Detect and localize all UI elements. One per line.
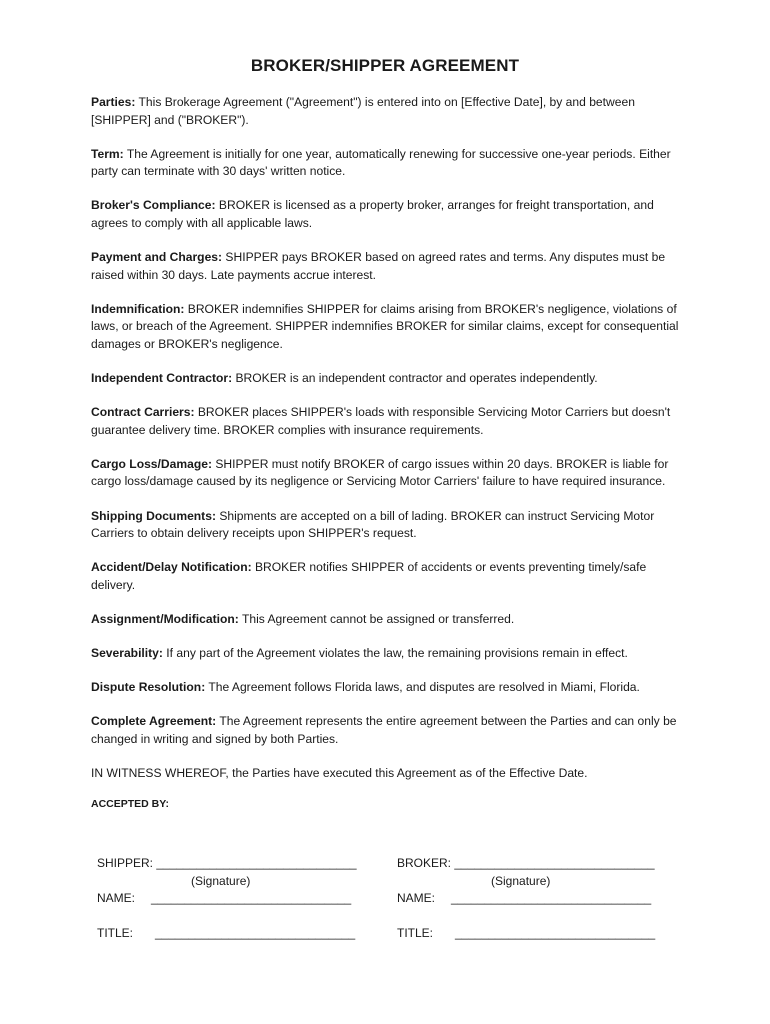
section-parties — [91, 94, 691, 129]
section-shipping-documents — [91, 508, 691, 543]
shipper-name-line[interactable]: ______________________________ — [151, 891, 352, 905]
section-text: If any part of the Agreement violates the law, the remaining provisions remain in effect. — [162, 645, 628, 660]
section-dispute-resolution — [91, 679, 691, 697]
section-text: BROKER is an independent contractor and operates independently. — [232, 371, 598, 386]
section-text: The Agreement represents the entire agreement between the Parties and can only be changed in writing and signed by both Parties. — [91, 714, 677, 746]
section-label: Term: — [91, 146, 124, 161]
section-label: Dispute Resolution: — [91, 680, 206, 695]
section-text: The Agreement is initially for one year, automatically renewing for successive one-year periods. Either party can terminate with 30 days' written notice. — [91, 146, 671, 179]
section-text: SHIPPER pays BROKER based on agreed rates and terms. Any disputes must be raised within 30 days. Late payments accrue interest. — [91, 250, 666, 282]
section-label: Contract Carriers: — [91, 405, 195, 420]
section-label: Complete Agreement: — [91, 714, 217, 729]
section-label: Independent Contractor: — [91, 371, 233, 386]
document-title: BROKER/SHIPPER AGREEMENT — [250, 56, 520, 75]
section-accident-delay-notification — [91, 559, 691, 594]
section-contract-carriers — [91, 404, 691, 439]
section-text: This Brokerage Agreement ("Agreement") is entered into on [Effective Date], by and between [SHIPPER] and ("BROKER"). — [91, 95, 635, 127]
section-text: BROKER is licensed as a property broker, arranges for freight transportation, and agrees to comply with all applicable laws. — [91, 198, 654, 230]
broker-signature-caption: (Signature) — [491, 874, 551, 888]
section-indemnification — [91, 301, 691, 354]
section-label: Indemnification: — [91, 301, 185, 316]
accepted-by-heading: ACCEPTED BY: — [91, 798, 169, 811]
section-payment-and-charges — [91, 249, 691, 284]
shipper-title-label: TITLE: — [97, 926, 134, 940]
shipper-name-label: NAME: — [97, 891, 136, 905]
broker-title-line[interactable]: ______________________________ — [455, 926, 656, 940]
section-term — [91, 146, 691, 181]
section-text: BROKER indemnifies SHIPPER for claims arising from BROKER's negligence, violations of laws, or breach of the Agreement. SHIPPER indemnifies BROKER for similar claims, except for consequential damages or BROKER's negligence. — [91, 301, 679, 351]
section-label: Shipping Documents: — [91, 508, 216, 523]
witness-statement: IN WITNESS WHEREOF, the Parties have executed this Agreement as of the Effective Date. — [91, 765, 588, 780]
section-label: Broker's Compliance: — [91, 198, 216, 213]
broker-title-label: TITLE: — [397, 926, 434, 940]
section-label: Payment and Charges: — [91, 250, 223, 265]
section-label: Parties: — [91, 95, 136, 109]
section-text: The Agreement follows Florida laws, and disputes are resolved in Miami, Florida. — [205, 680, 640, 695]
section-cargo-loss-damage — [91, 456, 691, 491]
section-complete-agreement — [91, 713, 691, 748]
section-text: BROKER places SHIPPER's loads with responsible Servicing Motor Carriers but doesn't guarantee delivery time. BROKER complies with insurance requirements. — [91, 405, 671, 437]
section-text: BROKER notifies SHIPPER of accidents or events preventing timely/safe delivery. — [91, 560, 647, 592]
section-text: SHIPPER must notify BROKER of cargo issues within 20 days. BROKER is liable for cargo loss/damage caused by its negligence or Servicing Motor Carriers' failure to have required insurance. — [91, 456, 669, 489]
section-label: Assignment/Modification: — [91, 611, 239, 626]
shipper-title-line[interactable]: ______________________________ — [155, 926, 356, 940]
section-label: Severability: — [91, 645, 163, 660]
agreement-sections — [91, 94, 691, 810]
section-label: Cargo Loss/Damage: — [91, 456, 212, 471]
shipper-signature-caption: (Signature) — [191, 874, 251, 888]
section-independent-contractor — [91, 370, 691, 388]
broker-signature-line[interactable]: BROKER: ______________________________ — [397, 856, 655, 870]
section-assignment-modification — [91, 611, 691, 629]
section-text: This Agreement cannot be assigned or transferred. — [238, 611, 515, 626]
broker-name-line[interactable]: ______________________________ — [451, 891, 652, 905]
section-severability — [91, 645, 691, 663]
section-label: Accident/Delay Notification: — [91, 560, 252, 575]
broker-name-label: NAME: — [397, 891, 436, 905]
section-text: Shipments are accepted on a bill of lading. BROKER can instruct Servicing Motor Carriers to obtain delivery receipts upon SHIPPER's request. — [91, 508, 655, 541]
shipper-signature-line[interactable]: SHIPPER: ______________________________ — [97, 856, 357, 870]
section-brokers-compliance — [91, 197, 691, 232]
